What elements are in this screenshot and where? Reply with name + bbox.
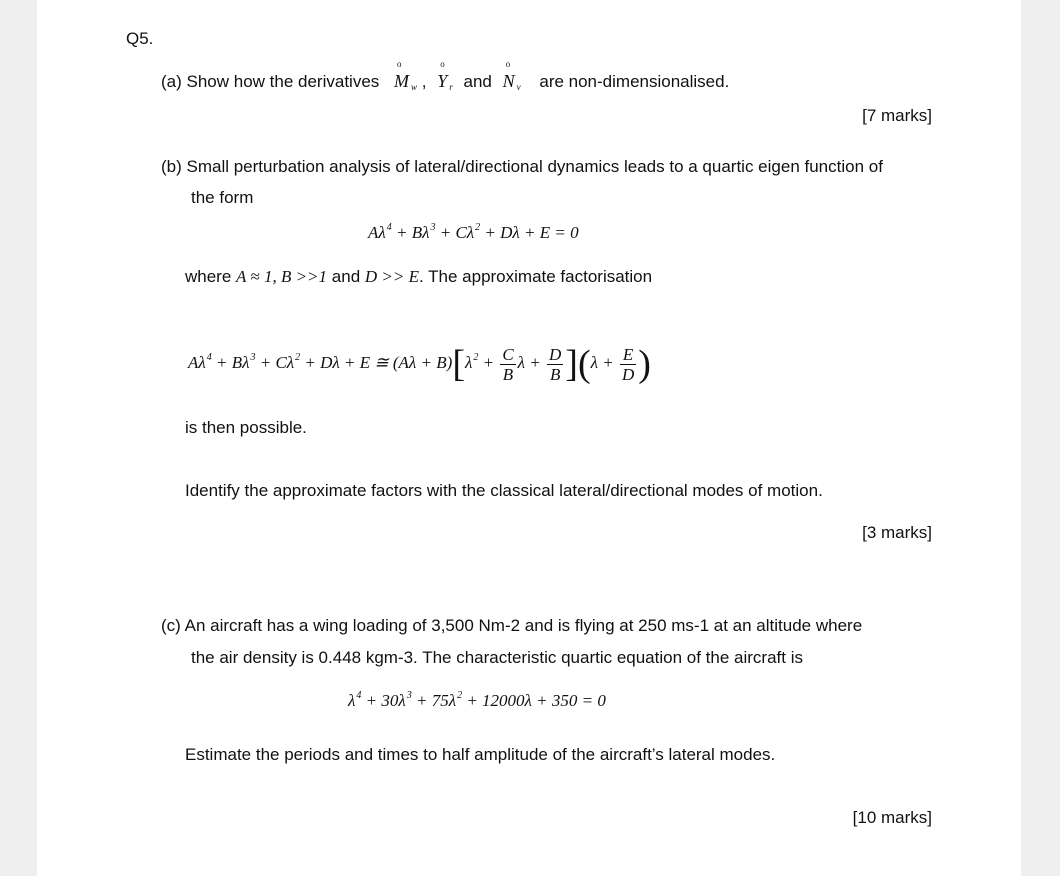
characteristic-quartic-equation: $\lambda^4 + 30\lambda^3 + 75\lambda^2 + 12000\lambda + 350 = 0$ — [348, 690, 606, 710]
where-conditions: where A ≈ 1, B >>1 and D >> E. The approximate factorisation — [185, 267, 653, 286]
part-a-prefix: (a) Show how the derivatives — [161, 72, 380, 91]
part-c-estimate: Estimate the periods and times to half amplitude of the aircraft’s lateral modes. — [185, 745, 776, 764]
part-b-identify: Identify the approximate factors with the classical lateral/directional modes of motion. — [185, 481, 823, 500]
part-b-line1: (b) Small perturbation analysis of lateral/directional dynamics leads to a quartic eigen function of — [161, 157, 883, 176]
fraction-d-over-b: $\frac{D}{B}$ — [549, 344, 562, 384]
condition-a-b: A ≈ 1, B >>1 — [236, 267, 328, 286]
part-b-marks: [3 marks] — [862, 523, 932, 542]
fraction-e-over-d: $\frac{E}{D}$ — [621, 344, 635, 384]
part-b-possible: is then possible. — [185, 418, 307, 437]
m-w-derivative-symbol: o M $_w$ — [394, 59, 418, 92]
part-a-text — [161, 59, 730, 92]
part-a-suffix: are non-dimensionalised. — [539, 72, 730, 91]
part-c-marks: [10 marks] — [852, 808, 932, 827]
n-v-derivative-symbol: o N $_v$ — [502, 59, 521, 92]
quartic-eigen-equation: $A\lambda^4 + B\lambda^3 + C\lambda^2 + D\lambda + E = 0$ — [368, 222, 579, 242]
part-c-line1: (c) An aircraft has a wing loading of 3,500 Nm-2 and is flying at 250 ms-1 at an altitude where — [161, 616, 863, 635]
part-a-and: and — [463, 72, 492, 91]
approximate-factorisation-equation: $A\lambda^4 + B\lambda^3 + C\lambda^2 + D\lambda + E$ ≅ $(A\lambda + B)[\lambda^2$ + $\frac{C}{B}$ λ + $\frac{D}{B}$ ](λ + $\frac{E}{D}$ ) — [188, 343, 651, 385]
fraction-c-over-b: $\frac{C}{B}$ — [502, 344, 514, 384]
question-label: Q5. — [126, 29, 154, 48]
part-a-comma: , — [421, 72, 427, 91]
part-b-line2: the form — [191, 188, 254, 207]
condition-d-e: D >> E — [364, 267, 419, 286]
part-c-line2: the air density is 0.448 kgm-3. The characteristic quartic equation of the aircraft is — [191, 648, 803, 667]
part-a-marks: [7 marks] — [862, 106, 932, 125]
y-r-derivative-symbol: o Y $_r$ — [437, 59, 453, 92]
question-page — [37, 0, 1021, 876]
